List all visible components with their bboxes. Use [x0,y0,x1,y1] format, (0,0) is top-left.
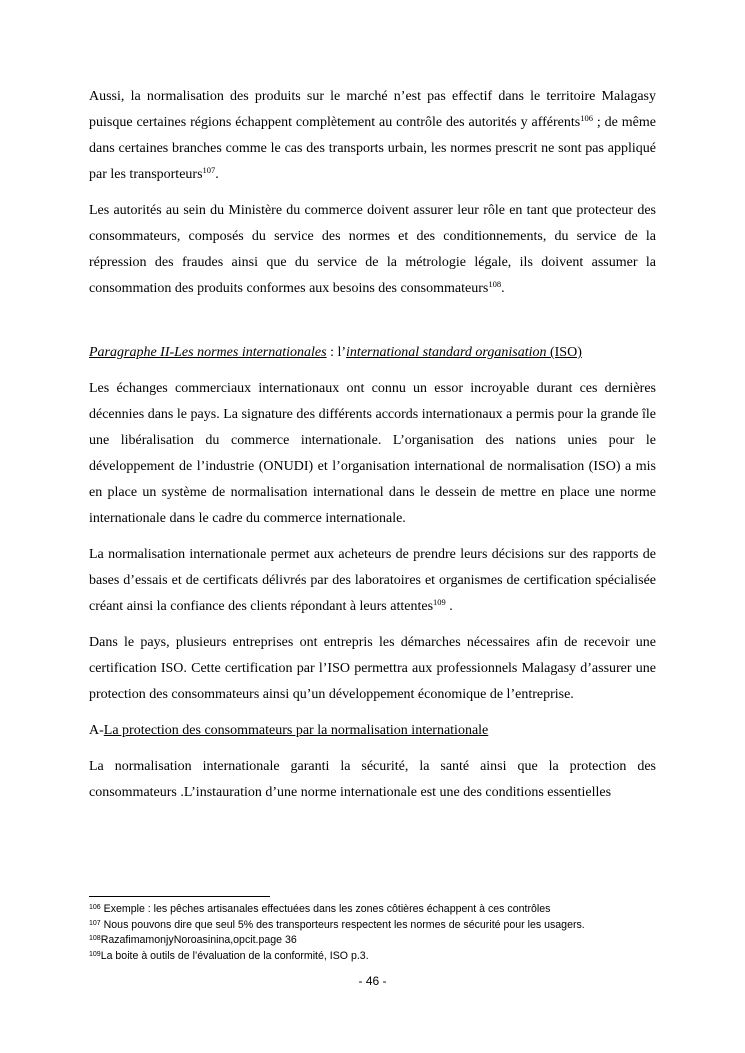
footnote-ref-106[interactable]: 106 [580,113,593,123]
subheading: A-La protection des consommateurs par la normalisation internationale [89,723,489,738]
paragraph-5: Dans le pays, plusieurs entreprises ont entrepris les démarches nécessaires afin de recevoir une certification ISO. Cette certification par l’ISO permettra aux professionnels Malagasy d’assurer une protection des consommateurs ainsi qu’un développement économique de l’entreprise. [89,635,656,702]
footnote-ref-107[interactable]: 107 [202,165,216,175]
section-heading: Paragraphe II-Les normes internationales : l’international standard organisation (ISO) [89,345,582,360]
footnote-106: $^{106}$ Exemple : les pêches artisanales effectuées dans les zones côtières échappent à ces contrôles [89,903,551,915]
footnote-108: $^{108}$RazafimamonjyNoroasinina,opcit.page 36 [89,934,297,946]
footnote-107: $^{107}$ Nous pouvons dire que seul 5% des transporteurs respectent les normes de sécurité pour les usagers. [89,918,585,931]
paragraph-3: Les échanges commerciaux internationaux ont connu un essor incroyable durant ces dernières décennies dans le pays. La signature des différents accords internationaux a permis pour la grande île une libéralisation du commerce internationale. L’organisation des nations unies pour le développement de l’industrie (ONUDI) et l’organisation international de normalisation (ISO) a mis en place un système de normalisation international dans le dessein de mettre en place une norme internationale dans le cadre du commerce internationale. [89,381,656,526]
footnote-ref-109[interactable]: 109 [433,597,446,607]
paragraph-2: Les autorités au sein du Ministère du commerce doivent assurer leur rôle en tant que protecteur des consommateurs, composés du service des normes et des conditionnements, du service de la répression des fraudes ainsi que du service de la métrologie légale, ils doivent assumer la consommation des produits conformes aux besoins des consommateurs$^{108}$. [89,203,656,296]
body-text [89,84,656,816]
page-number: - 46 - [358,974,387,988]
paragraph-1: Aussi, la normalisation des produits sur le marché n’est pas effectif dans le territoire Malagasy puisque certaines régions échappent complètement au contrôle des autorités y afférents$^{106}$ ; de même dans certaines branches comme le cas des transports urbain, les normes prescrit ne sont pas appliqué par les transporteurs$^{107}$. [89,89,656,182]
footnote-separator [89,896,270,897]
paragraph-6: La normalisation internationale garanti la sécurité, la santé ainsi que la protection des consommateurs .L’instauration d’une norme internationale est une des conditions essentielles [89,759,656,800]
footnote-109: $^{109}$La boite à outils de l’évaluation de la conformité, ISO p.3. [89,949,369,962]
paragraph-4: La normalisation internationale permet aux acheteurs de prendre leurs décisions sur des rapports de bases d’essais et de certificats délivrés par des laboratoires et organismes de certification spécialisée créant ainsi la confiance des clients répondant à leurs attentes$^{109}$ . [89,547,656,614]
footnote-ref-108[interactable]: 108 [488,279,502,289]
footnotes [89,902,689,964]
